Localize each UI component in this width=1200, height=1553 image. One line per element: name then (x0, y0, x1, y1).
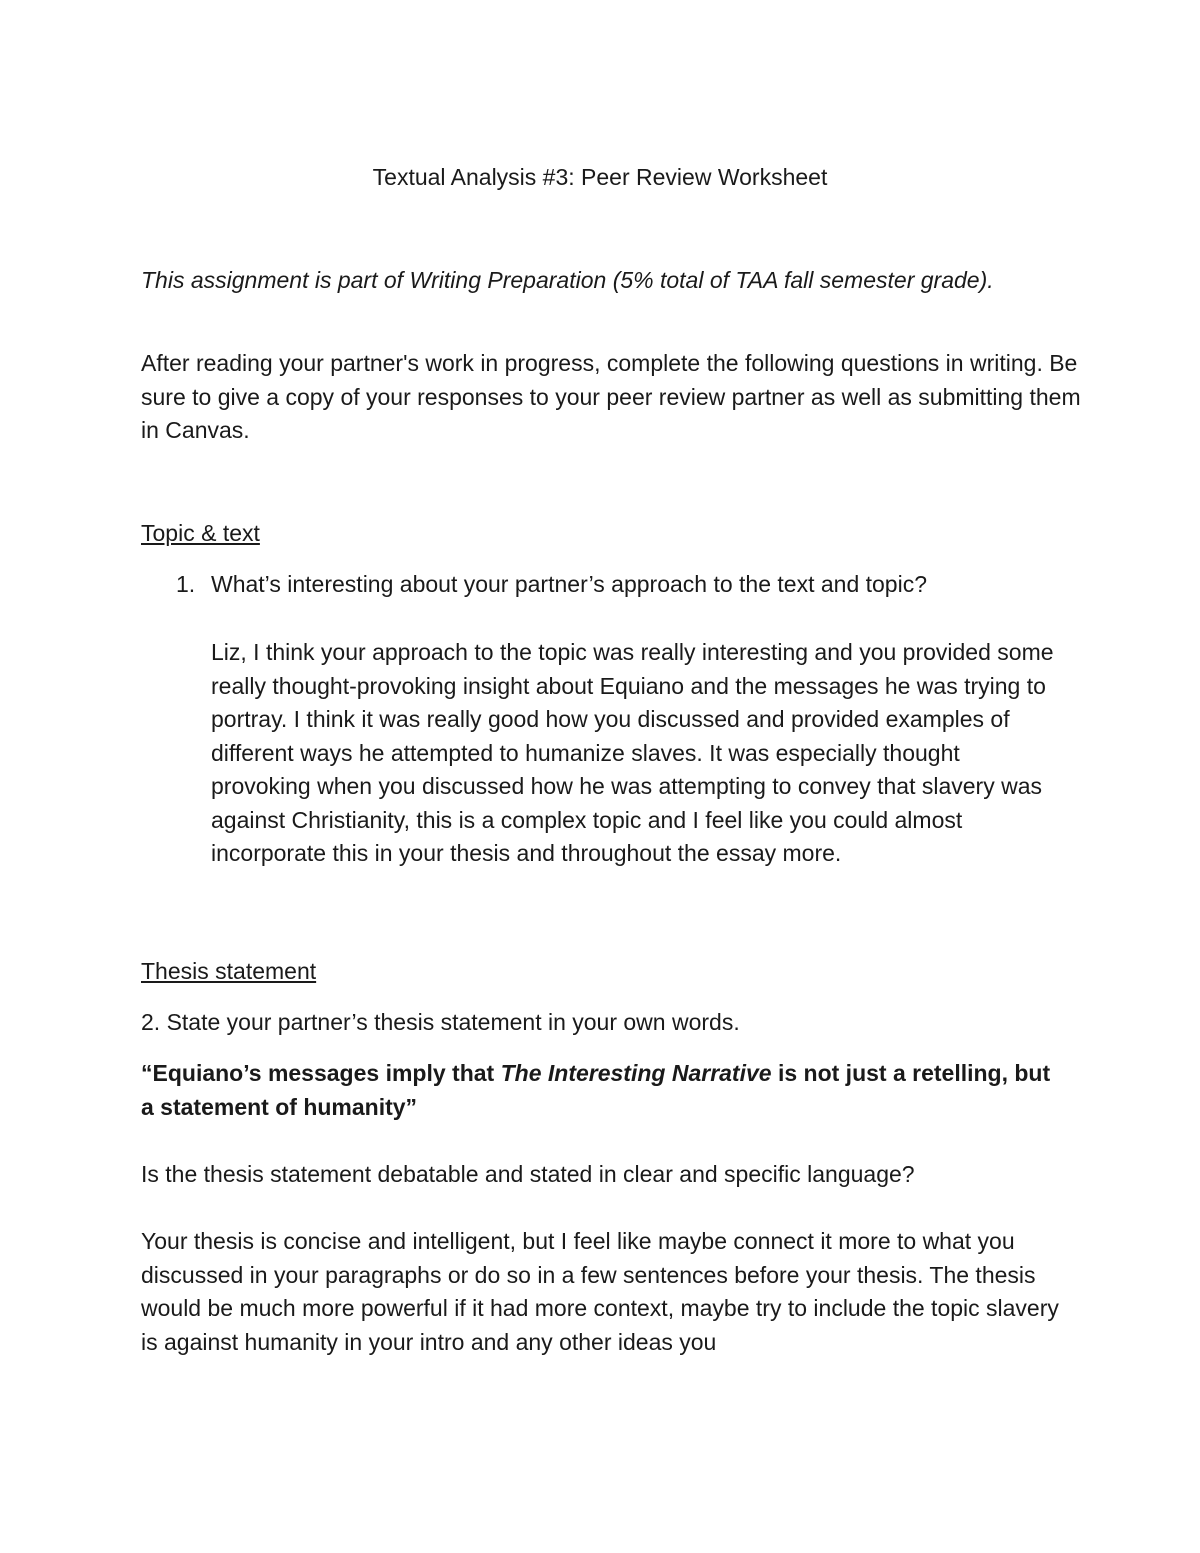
answer-1-paragraph: Liz, I think your approach to the topic was really interesting and you provided some really thought-provoking insight about Equiano and the messages he was trying to portray. I think it was really good how you discussed and provided examples of different ways he attempted to humanize slaves. It was especially thought provoking when you discussed how he was attempting to convey that slavery was against Christianity, this is a complex topic and I feel like you could almost incorporate this in your thesis and throughout the essay more. (211, 639, 1054, 866)
thesis-book-title: The Interesting Narrative (500, 1060, 772, 1086)
thesis-quote-start: “Equiano’s messages imply that (141, 1060, 501, 1086)
answer-2-paragraph: Your thesis is concise and intelligent, but I feel like maybe connect it more to what you discussed in your paragraphs or do so in a few sentences before your thesis. The thesis would be much more powerful if it had more context, maybe try to include the topic slavery is against humanity in your intro and any other ideas you (141, 1228, 1059, 1355)
page-title: Textual Analysis #3: Peer Review Worksheet (372, 164, 828, 190)
question-2-text: 2. State your partner’s thesis statement in your own words. (141, 1009, 740, 1035)
thesis-quote (141, 1057, 1061, 1124)
thesis-quote-end: is not just a retelling, but a statement of humanity” (141, 1060, 1051, 1120)
section-heading-topic: Topic & text (141, 520, 260, 546)
section-heading-thesis: Thesis statement (141, 958, 317, 984)
question-2b-text: Is the thesis statement debatable and stated in clear and specific language? (141, 1161, 915, 1187)
instructions-paragraph: After reading your partner's work in progress, complete the following questions in writing. Be sure to give a copy of your responses to your peer review partner as well as submitting them in Canvas. (141, 350, 1081, 443)
question-1-text: What’s interesting about your partner’s approach to the text and topic? (211, 571, 927, 597)
intro-note: This assignment is part of Writing Preparation (5% total of TAA fall semester grade). (141, 267, 994, 293)
question-1-number: 1. (176, 571, 196, 597)
